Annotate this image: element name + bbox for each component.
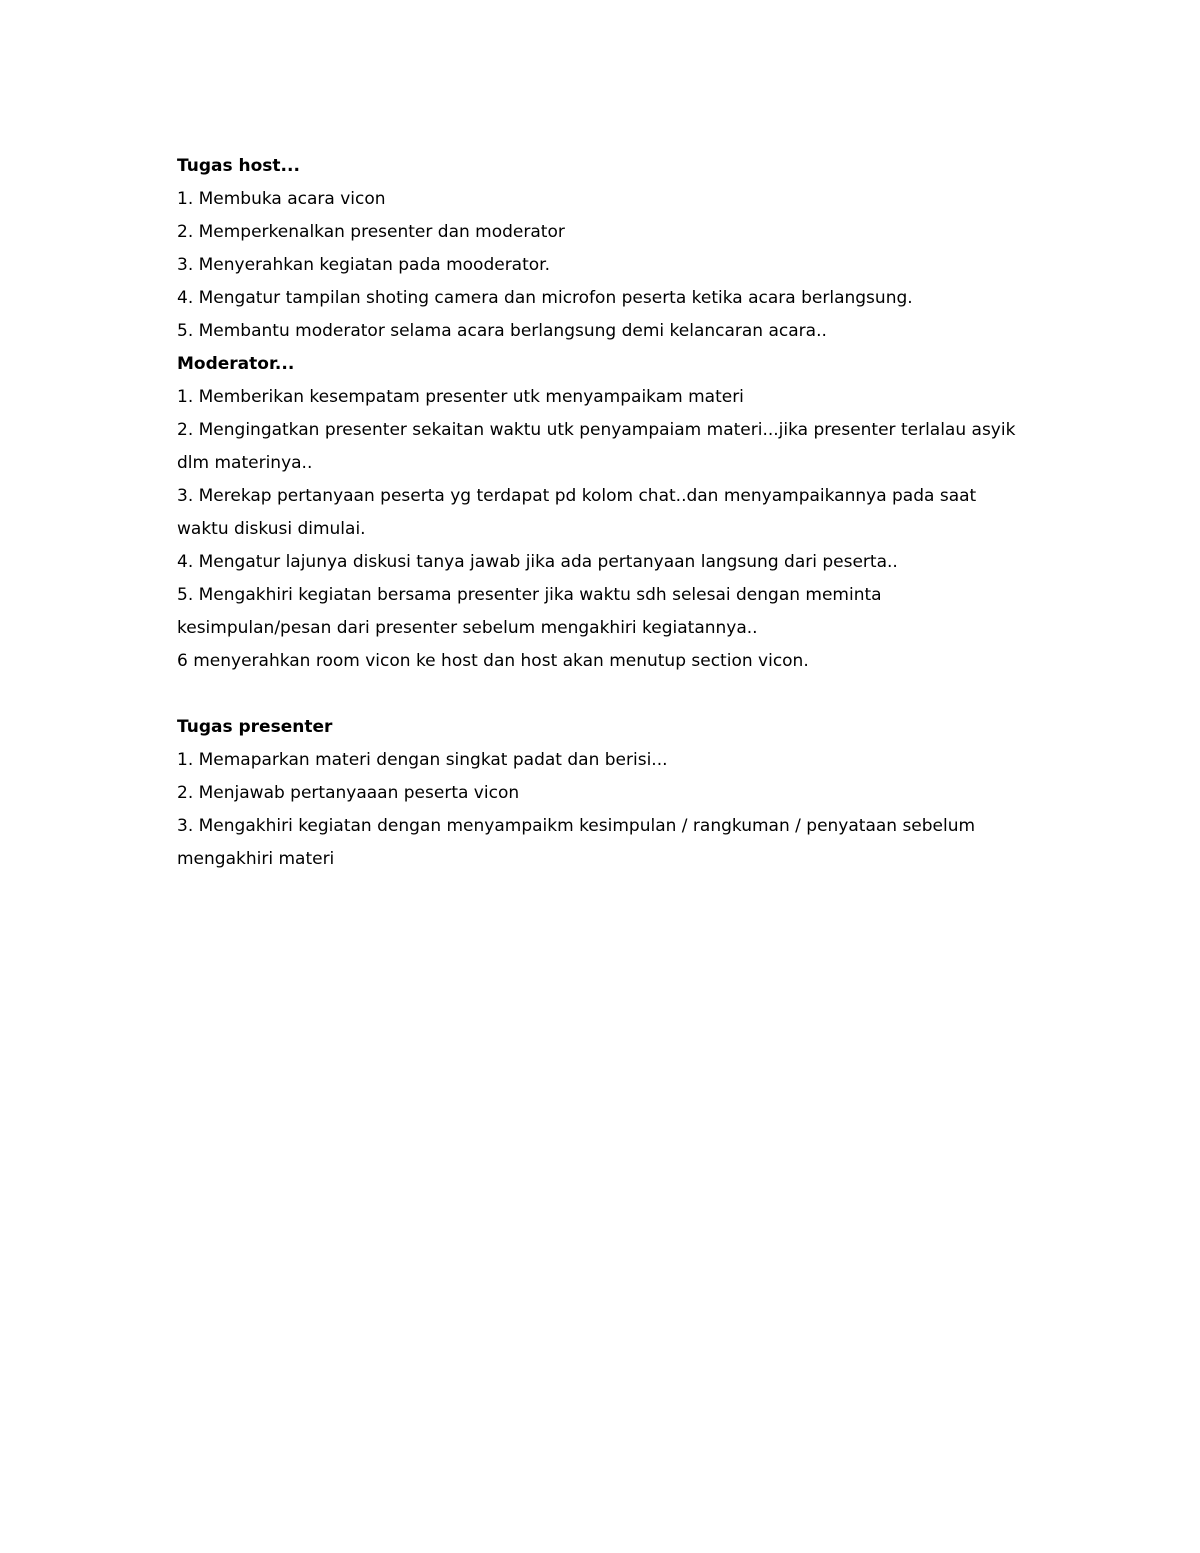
list-item: 4. Mengatur tampilan shoting camera dan microfon peserta ketika acara berlangsung. [177, 288, 913, 308]
list-item: 1. Memberikan kesempatam presenter utk menyampaikam materi [177, 387, 744, 407]
list-item: 3. Menyerahkan kegiatan pada mooderator. [177, 255, 550, 275]
presenter-task-list [177, 744, 1027, 876]
list-item: 3. Merekap pertanyaan peserta yg terdapat pd kolom chat..dan menyampaikannya pada saat waktu diskusi dimulai. [177, 486, 977, 539]
blank-line [177, 678, 1027, 711]
section-heading-host: Tugas host... [177, 156, 300, 176]
list-item: 2. Memperkenalkan presenter dan moderator [177, 222, 565, 242]
section-moderator [177, 348, 1027, 678]
list-item: 5. Mengakhiri kegiatan bersama presenter jika waktu sdh selesai dengan meminta kesimpulan/pesan dari presenter sebelum mengakhiri kegiatannya.. [177, 585, 882, 638]
section-heading-presenter: Tugas presenter [177, 717, 333, 737]
list-item: 6 menyerahkan room vicon ke host dan host akan menutup section vicon. [177, 651, 809, 671]
section-presenter [177, 711, 1027, 876]
section-heading-moderator: Moderator... [177, 354, 295, 374]
list-item: 1. Memaparkan materi dengan singkat padat dan berisi... [177, 750, 668, 770]
list-item: 2. Menjawab pertanyaaan peserta vicon [177, 783, 520, 803]
moderator-task-list [177, 381, 1027, 678]
list-item: 1. Membuka acara vicon [177, 189, 386, 209]
list-item: 3. Mengakhiri kegiatan dengan menyampaikm kesimpulan / rangkuman / penyataan sebelum mengakhiri materi [177, 816, 976, 869]
document-body [177, 150, 1027, 876]
section-host [177, 150, 1027, 348]
list-item: 5. Membantu moderator selama acara berlangsung demi kelancaran acara.. [177, 321, 827, 341]
host-task-list [177, 183, 1027, 348]
list-item: 2. Mengingatkan presenter sekaitan waktu utk penyampaiam materi...jika presenter terlalau asyik dlm materinya.. [177, 420, 1016, 473]
list-item: 4. Mengatur lajunya diskusi tanya jawab jika ada pertanyaan langsung dari peserta.. [177, 552, 898, 572]
